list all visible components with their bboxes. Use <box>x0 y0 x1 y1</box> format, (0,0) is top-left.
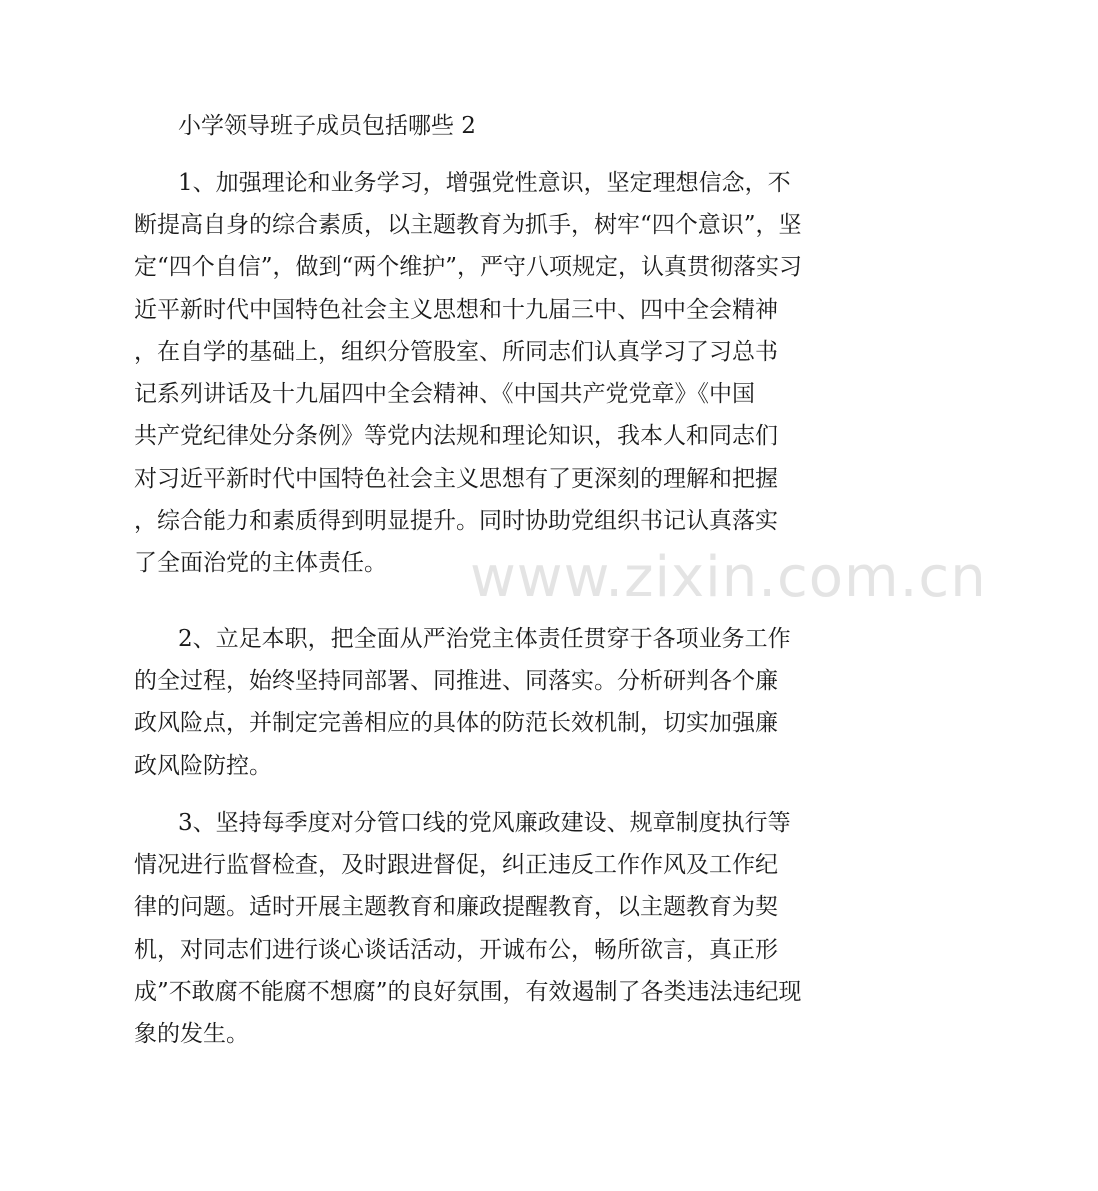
watermark: www.zixin.com.cn <box>470 545 987 610</box>
paragraph-3-line-3: 律的问题。适时开展主题教育和廉政提醒教育，以主题教育为契 <box>134 894 778 920</box>
paragraph-3-line-2: 情况进行监督检查，及时跟进督促，纠正违反工作作风及工作纪 <box>134 852 778 878</box>
paragraph-3-line-5: 成”不敢腐不能腐不想腐”的良好氛围，有效遏制了各类违法违纪现 <box>134 979 802 1005</box>
paragraph-2-line-2: 的全过程，始终坚持同部署、同推进、同落实。分析研判各个廉 <box>134 668 778 694</box>
paragraph-3-line-4: 机，对同志们进行谈心谈话活动，开诚布公，畅所欲言，真正形 <box>134 937 778 963</box>
paragraph-1-line-2: 断提高自身的综合素质，以主题教育为抓手，树牢“四个意识”，坚 <box>134 212 802 238</box>
paragraph-3-line-6: 象的发生。 <box>134 1021 249 1047</box>
paragraph-1-line-10: 了全面治党的主体责任。 <box>134 550 387 576</box>
paragraph-1-line-7: 共产党纪律处分条例》等党内法规和理论知识，我本人和同志们 <box>134 423 778 449</box>
paragraph-1-line-4: 近平新时代中国特色社会主义思想和十九届三中、四中全会精神 <box>134 297 778 323</box>
paragraph-1-line-6: 记系列讲话及十九届四中全会精神、《中国共产党党章》《中国 <box>134 381 755 407</box>
paragraph-1-line-9: ，综合能力和素质得到明显提升。同时协助党组织书记认真落实 <box>134 508 778 534</box>
paragraph-3-line-1: 3、坚持每季度对分管口线的党风廉政建设、规章制度执行等 <box>178 810 791 836</box>
paragraph-1-line-5: ，在自学的基础上，组织分管股室、所同志们认真学习了习总书 <box>134 339 778 365</box>
paragraph-2-line-4: 政风险防控。 <box>134 753 272 779</box>
paragraph-2-line-1: 2、立足本职，把全面从严治党主体责任贯穿于各项业务工作 <box>178 626 791 652</box>
paragraph-1-line-3: 定“四个自信”，做到“两个维护”，严守八项规定，认真贯彻落实习 <box>134 254 803 280</box>
paragraph-1-line-1: 1、加强理论和业务学习，增强党性意识，坚定理想信念，不 <box>178 170 791 196</box>
document-title: 小学领导班子成员包括哪些 2 <box>178 113 476 139</box>
paragraph-1-line-8: 对习近平新时代中国特色社会主义思想有了更深刻的理解和把握 <box>134 466 778 492</box>
paragraph-2-line-3: 政风险点，并制定完善相应的具体的防范长效机制，切实加强廉 <box>134 710 778 736</box>
